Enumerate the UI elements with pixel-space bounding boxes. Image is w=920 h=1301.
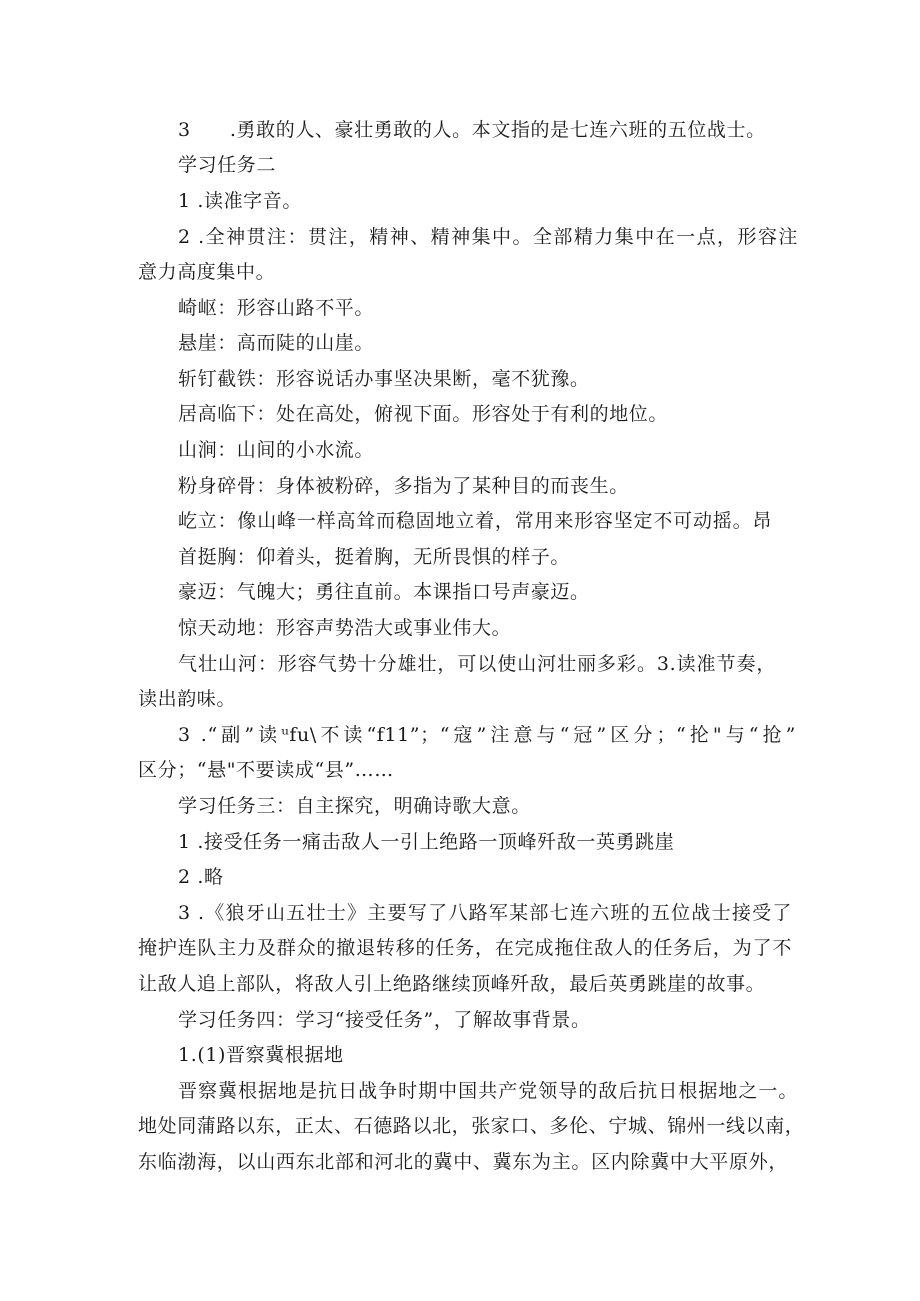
text-line: 气壮山河：形容气势十分雄壮，可以使山河壮丽多彩。3.读准节奏， — [178, 653, 776, 675]
sub-heading: 1.(1)晋察冀根据地 — [178, 1044, 344, 1066]
section-heading: 学习任务四：学习“接受任务”，了解故事背景。 — [178, 1009, 591, 1031]
text-line: 首挺胸：仰着头，挺着胸，无所畏惧的样子。 — [178, 546, 571, 568]
text-line: 2 .全神贯注：贯注，精神、精神集中。全部精力集中在一点，形容注 — [178, 226, 798, 248]
text-line: 掩护连队主力及群众的撤退转移的任务，在完成拖住敌人的任务后，为了不 — [138, 937, 792, 959]
text-line: 东临渤海，以山西东北部和河北的冀中、冀东为主。区内除冀中大平原外， — [138, 1151, 788, 1173]
text-line: 山涧：山间的小水流。 — [178, 439, 375, 461]
text-line: 晋察冀根据地是抗日战争时期中国共产党领导的敌后抗日根据地之一。 — [178, 1080, 798, 1102]
text-line: 2 .略 — [178, 866, 224, 888]
text-line: 地处同蒲路以东，正太、石德路以北，张家口、多伦、宁城、锦州一线以南， — [138, 1115, 805, 1137]
text-line: 屹立：像山峰一样高耸而稳固地立着，常用来形容坚定不可动摇。昂 — [178, 510, 772, 532]
text-line: 3 .勇敢的人、豪壮勇敢的人。本文指的是七连六班的五位战士。 — [178, 119, 766, 141]
text-line: 1 .读准字音。 — [178, 190, 302, 212]
text-line: 意力高度集中。 — [138, 261, 276, 283]
text-line: 豪迈：气魄大；勇往直前。本课指口号声豪迈。 — [178, 581, 590, 603]
text-line: 3 .《狼牙山五壮士》主要写了八路军某部七连六班的五位战士接受了 — [178, 902, 792, 924]
section-heading: 学习任务三：自主探究，明确诗歌大意。 — [178, 795, 531, 817]
text-line: 让敌人追上部队，将敌人引上绝路继续顶峰歼敌，最后英勇跳崖的故事。 — [138, 973, 766, 995]
text-line: 惊天动地：形容声势浩大或事业伟大。 — [178, 617, 512, 639]
text-line: 粉身碎骨：身体被粉碎，多指为了某种目的而丧生。 — [178, 475, 629, 497]
text-line: 斩钉截铁：形容说话办事坚决果断，毫不犹豫。 — [178, 368, 590, 390]
text-line: 1 .接受任务一痛击敌人一引上绝路一顶峰歼敌一英勇跳崖 — [178, 831, 675, 853]
text-line: 读出韵味。 — [138, 688, 237, 710]
text-line: 3 .“副”读ᵘfu\不读“f11”；“寇”注意与“冠”区分；“抡"与“抢” — [178, 724, 796, 746]
text-line: 悬崖：高而陡的山崖。 — [178, 332, 375, 354]
text-line: 居高临下：处在高处，俯视下面。形容处于有利的地位。 — [178, 403, 669, 425]
section-heading: 学习任务二 — [178, 154, 277, 176]
text-line: 区分；“悬"不要读成“县”…… — [138, 759, 394, 781]
text-line: 崎岖：形容山路不平。 — [178, 297, 375, 319]
